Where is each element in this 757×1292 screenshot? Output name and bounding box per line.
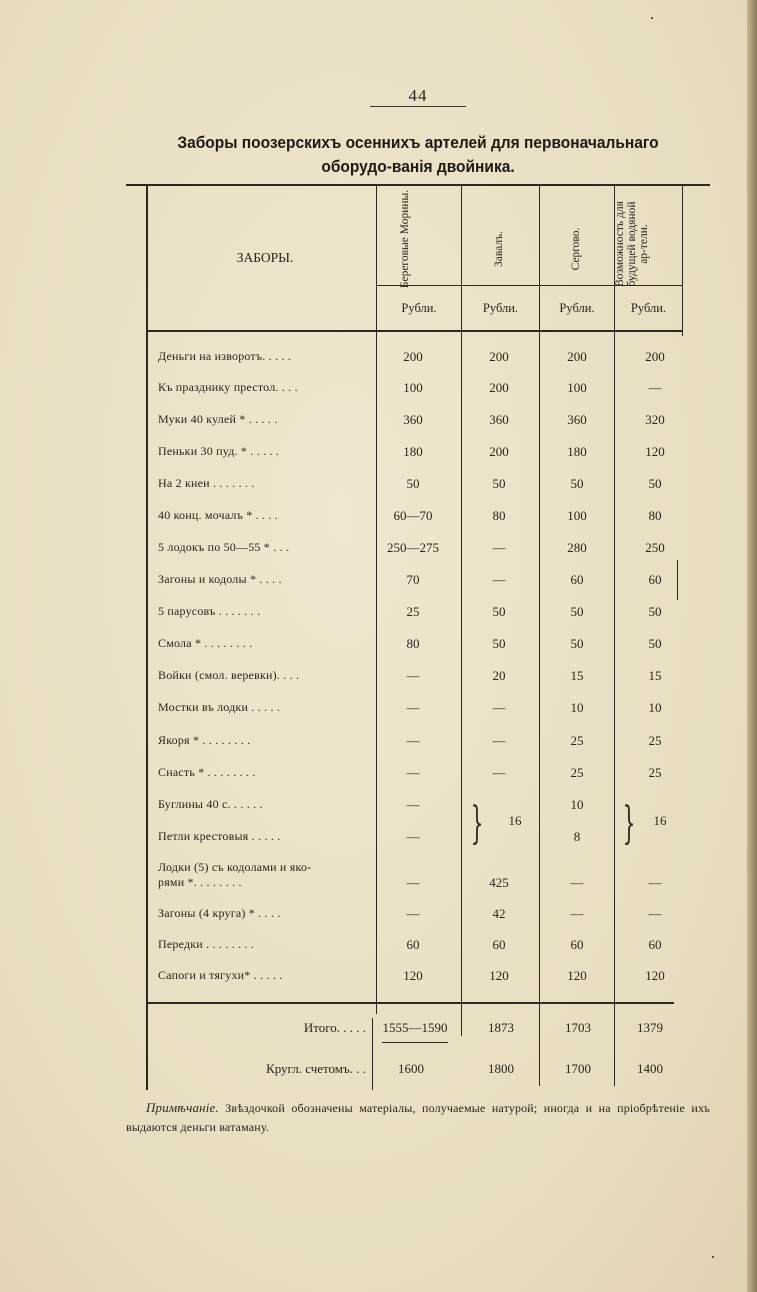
page-number-rule bbox=[370, 106, 466, 107]
cell: — bbox=[570, 875, 584, 890]
cell: — bbox=[648, 380, 662, 395]
cell: 80 bbox=[648, 508, 662, 523]
row-label: Петли крестовыя . . . . . bbox=[158, 829, 281, 843]
cell: 360 bbox=[489, 412, 509, 427]
cell: 42 bbox=[492, 906, 506, 921]
table-row bbox=[158, 906, 678, 936]
row-label: Лодки (5) съ кодолами и яко- bbox=[158, 860, 312, 874]
cell: 100 bbox=[567, 508, 587, 523]
table-row bbox=[158, 444, 678, 474]
speck bbox=[651, 17, 653, 19]
cell: 360 bbox=[567, 412, 587, 427]
row-label: 5 парусовъ . . . . . . . bbox=[158, 604, 261, 618]
cell: 360 bbox=[403, 412, 423, 427]
header-col-4: Возможность для будущей водяной ар-тели. bbox=[614, 201, 650, 287]
cell: 200 bbox=[489, 349, 509, 364]
table-title: Заборы поозерскихъ осеннихъ артелей для первоначальнаго оборудо-ванія двойника. bbox=[177, 134, 659, 176]
cell: 60 bbox=[492, 937, 506, 952]
header-row-label: ЗАБОРЫ. bbox=[236, 250, 294, 265]
totals-cell: 1555—1590 bbox=[382, 1020, 448, 1035]
table-right-rule bbox=[682, 186, 683, 336]
cell: — bbox=[406, 700, 420, 715]
cell: 50 bbox=[492, 604, 506, 619]
brace-value-future: 16 bbox=[653, 813, 667, 828]
cell: 60 bbox=[570, 572, 584, 587]
row-label: 40 конц. мочалъ * . . . . bbox=[158, 508, 279, 522]
cell: 25 bbox=[648, 733, 662, 748]
row-label: Загоны (4 круга) * . . . . bbox=[158, 906, 281, 920]
cell: 10 bbox=[570, 700, 584, 715]
header-col-3: Сергово. bbox=[570, 227, 582, 271]
cell: 50 bbox=[648, 604, 662, 619]
header-col-2: Завалъ. bbox=[493, 231, 505, 267]
footnote bbox=[126, 1098, 710, 1137]
cell: — bbox=[492, 540, 506, 555]
unit-col-3: Рубли. bbox=[559, 301, 595, 315]
table-row bbox=[158, 829, 678, 859]
header-bottom-rule bbox=[148, 330, 682, 332]
cell: 60 bbox=[406, 937, 420, 952]
footnote-head: Примѣчаніе. bbox=[146, 1100, 219, 1115]
cell: 25 bbox=[406, 604, 420, 619]
cell: 120 bbox=[567, 968, 587, 983]
cell: 10 bbox=[648, 700, 662, 715]
rounded-cell: 1600 bbox=[398, 1061, 424, 1076]
unit-col-2: Рубли. bbox=[482, 301, 519, 315]
table-row bbox=[158, 968, 678, 998]
page-number: 44 bbox=[408, 86, 428, 105]
row-label: Пеньки 30 пуд. * . . . . . bbox=[158, 444, 280, 458]
cell: 120 bbox=[645, 968, 665, 983]
cell: 10 bbox=[570, 797, 584, 812]
cell: 120 bbox=[645, 444, 665, 459]
speck bbox=[712, 1256, 714, 1258]
cell: 425 bbox=[489, 875, 509, 890]
cell: 250 bbox=[645, 540, 665, 555]
table-row bbox=[158, 476, 678, 506]
table-row bbox=[158, 380, 678, 410]
row-label: Загоны и кодолы * . . . . bbox=[158, 572, 282, 586]
cell: — bbox=[406, 797, 420, 812]
cell: 50 bbox=[570, 476, 584, 491]
cell: 50 bbox=[492, 636, 506, 651]
row-label: 5 лодокъ по 50—55 * . . . bbox=[158, 540, 290, 554]
header-col-1: Береговые Морины. bbox=[399, 189, 411, 289]
table-row bbox=[158, 937, 678, 967]
cell: 200 bbox=[489, 444, 509, 459]
cell: 50 bbox=[570, 636, 584, 651]
rounded-label: Кругл. счетомъ. . . bbox=[266, 1061, 366, 1076]
row-label: Мостки въ лодки . . . . . bbox=[158, 700, 281, 714]
row-label: Передки . . . . . . . . bbox=[158, 937, 255, 951]
footnote-text: Звѣздочкой обозначены матеріалы, получаемые натурой; иногда и на пріобрѣтеніе ихъ выдаются деньги ватаману. bbox=[126, 1101, 710, 1134]
cell: — bbox=[492, 765, 506, 780]
cell: — bbox=[406, 733, 420, 748]
table-row bbox=[158, 572, 678, 602]
cell: 280 bbox=[567, 540, 587, 555]
unit-col-1: Рубли. bbox=[401, 301, 437, 315]
table-left-rule bbox=[146, 186, 148, 1090]
row-label: Войки (смол. веревки). . . . bbox=[158, 668, 300, 682]
cell: 60 bbox=[648, 572, 662, 587]
cell: 200 bbox=[403, 349, 423, 364]
cell: 80 bbox=[492, 508, 506, 523]
cell: 80 bbox=[406, 636, 420, 651]
cell: 8 bbox=[573, 829, 581, 844]
cell: 60 bbox=[570, 937, 584, 952]
totals-cell: 1703 bbox=[565, 1020, 591, 1035]
cell: 25 bbox=[570, 765, 584, 780]
cell: 200 bbox=[567, 349, 587, 364]
cell: 250—275 bbox=[387, 540, 439, 555]
table-row bbox=[158, 733, 678, 763]
cell: — bbox=[492, 572, 506, 587]
cell: 15 bbox=[570, 668, 584, 683]
cell: — bbox=[406, 829, 420, 844]
cell: — bbox=[492, 733, 506, 748]
cell: 320 bbox=[645, 412, 665, 427]
cell: 180 bbox=[403, 444, 423, 459]
rounded-cell: 1400 bbox=[637, 1061, 663, 1076]
table-row bbox=[158, 797, 678, 827]
table-row bbox=[158, 700, 678, 730]
cell: — bbox=[406, 906, 420, 921]
cell: 50 bbox=[406, 476, 420, 491]
cell: 70 bbox=[406, 572, 420, 587]
totals-underline bbox=[382, 1042, 448, 1043]
cell: — bbox=[648, 906, 662, 921]
row-label: Деньги на изворотъ. . . . . bbox=[158, 349, 292, 363]
cell: 60—70 bbox=[393, 508, 433, 523]
cell: 50 bbox=[492, 476, 506, 491]
cell: 100 bbox=[567, 380, 587, 395]
brace-value-zaval: 16 bbox=[508, 813, 522, 828]
cell: — bbox=[406, 765, 420, 780]
rounded-cell: 1800 bbox=[488, 1061, 514, 1076]
rounded-cell: 1700 bbox=[565, 1061, 591, 1076]
cell: 50 bbox=[570, 604, 584, 619]
table-row bbox=[158, 765, 678, 795]
cell: 15 bbox=[648, 668, 662, 683]
cell: 120 bbox=[489, 968, 509, 983]
table-row bbox=[158, 508, 678, 538]
cell: 50 bbox=[648, 636, 662, 651]
table-row bbox=[158, 412, 678, 442]
cell: — bbox=[406, 668, 420, 683]
row-label: Смола * . . . . . . . . bbox=[158, 636, 253, 650]
brace-zaval: } bbox=[470, 798, 484, 849]
totals-label: Итого. . . . . bbox=[303, 1020, 366, 1035]
cell: 50 bbox=[648, 476, 662, 491]
row-label: Къ празднику престол. . . . bbox=[158, 380, 298, 394]
cell: 180 bbox=[567, 444, 587, 459]
row-label: Снасть * . . . . . . . . bbox=[158, 765, 256, 779]
table-row bbox=[158, 636, 678, 666]
cell: 200 bbox=[645, 349, 665, 364]
cell: — bbox=[492, 700, 506, 715]
table-row bbox=[158, 604, 678, 634]
row-label: На 2 кнеи . . . . . . . bbox=[158, 476, 255, 490]
cell: — bbox=[648, 875, 662, 890]
cell: 60 bbox=[648, 937, 662, 952]
page-edge bbox=[747, 0, 757, 1292]
table-row bbox=[158, 860, 678, 894]
brace-future: } bbox=[622, 798, 636, 849]
table-row bbox=[158, 540, 678, 570]
cell: 120 bbox=[403, 968, 423, 983]
cell: 100 bbox=[403, 380, 423, 395]
cell: 20 bbox=[492, 668, 506, 683]
totals-cell: 1873 bbox=[488, 1020, 514, 1035]
cell: 25 bbox=[570, 733, 584, 748]
table-row bbox=[158, 668, 678, 698]
row-label: Якоря * . . . . . . . . bbox=[158, 733, 251, 747]
totals-cell: 1379 bbox=[637, 1020, 663, 1035]
body-bottom-rule bbox=[148, 1002, 674, 1004]
cell: 25 bbox=[648, 765, 662, 780]
cell: — bbox=[406, 875, 420, 890]
row-label: Сапоги и тягухи* . . . . . bbox=[158, 968, 283, 982]
cell: 200 bbox=[489, 380, 509, 395]
cell: — bbox=[570, 906, 584, 921]
row-label-continued: рями *. . . . . . . . bbox=[158, 875, 242, 889]
row-label: Муки 40 кулей * . . . . . bbox=[158, 412, 278, 426]
table-row bbox=[158, 349, 678, 379]
row-label: Буглины 40 с. . . . . . bbox=[158, 797, 263, 811]
unit-col-4: Рубли. bbox=[630, 301, 667, 315]
